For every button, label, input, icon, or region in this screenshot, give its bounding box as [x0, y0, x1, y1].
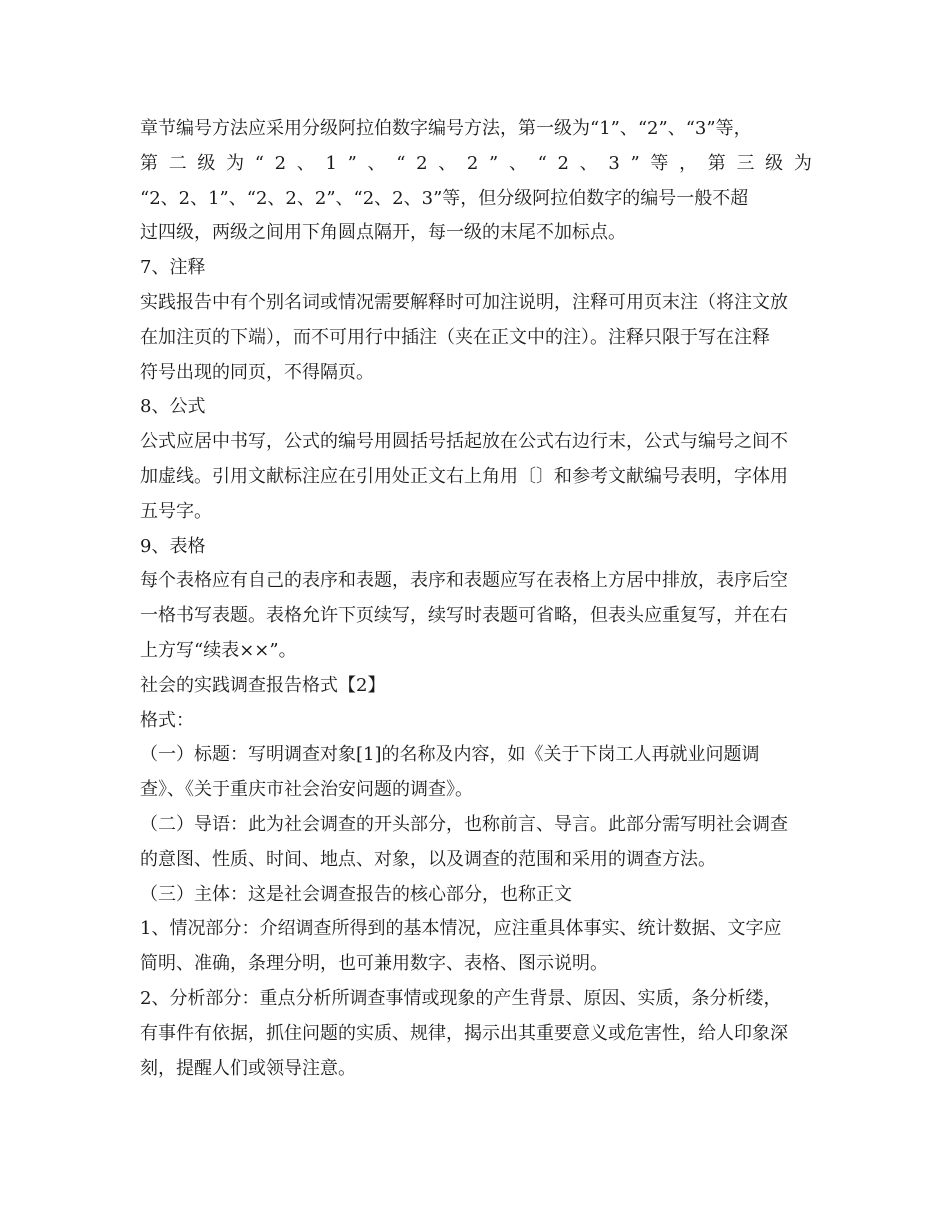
- justified-char: ”: [347, 152, 357, 174]
- text-line: 符号出现的同页，不得隔页。: [140, 361, 374, 383]
- section-title: 社会的实践调查报告格式【2】: [140, 674, 386, 696]
- text-line: 加虚线。引用文献标注应在引用处正文右上角用〔〕和参考文献编号表明，字体用: [140, 465, 788, 487]
- justified-char: “: [537, 152, 547, 174]
- text-line-justified: [140, 147, 812, 182]
- text-line: 一格书写表题。表格允许下页续写，续写时表题可省略，但表头应重复写，并在右: [140, 605, 788, 627]
- text-line: 每个表格应有自己的表序和表题，表序和表题应写在表格上方居中排放，表序后空: [140, 570, 788, 592]
- text-line: 过四级，两级之间用下角圆点隔开，每一级的末尾不加标点。: [140, 222, 626, 244]
- justified-char: ”: [630, 152, 640, 174]
- justified-char: 、: [508, 152, 527, 174]
- justified-char: 3: [608, 152, 620, 174]
- justified-char: 、: [296, 152, 315, 174]
- text-line: 查》、《关于重庆市社会治安问题的调查》。: [140, 779, 473, 801]
- justified-char: 2: [466, 152, 479, 174]
- justified-char: ，: [679, 152, 698, 174]
- text-line: 有事件有依据，抓住问题的实质、规律，揭示出其重要意义或危害性，给人印象深: [140, 1022, 788, 1044]
- text-line: （二）导语：此为社会调查的开头部分，也称前言、导言。此部分需写明社会调查: [140, 813, 788, 835]
- text-line: 章节编号方法应采用分级阿拉伯数字编号方法，第一级为“1”、“2”、“3”等，: [140, 118, 752, 139]
- justified-char: 2: [416, 152, 428, 174]
- justified-char: 2: [557, 152, 569, 174]
- justified-char: ”: [489, 152, 499, 174]
- text-line: （三）主体：这是社会调查报告的核心部分，也称正文: [140, 883, 572, 905]
- justified-char: 第: [140, 152, 158, 174]
- justified-char: 级: [197, 152, 216, 174]
- text-line: 公式应居中书写，公式的编号用圆括号括起放在公式右边行末，公式与编号之间不: [140, 431, 788, 453]
- text-line: 上方写“续表××”。: [140, 639, 297, 661]
- justified-char: 、: [579, 152, 598, 174]
- section-heading: 7、注释: [140, 257, 206, 279]
- justified-char: 二: [168, 152, 187, 174]
- text-line: 格式：: [140, 709, 194, 731]
- text-line: 实践报告中有个别名词或情况需要解释时可加注说明，注释可用页末注（将注文放: [140, 291, 788, 313]
- section-heading: 8、公式: [140, 396, 206, 418]
- text-line: 2、分析部分：重点分析所调查事情或现象的产生背景、原因、实质，条分析缕，: [140, 987, 782, 1009]
- section-heading: 9、表格: [140, 535, 206, 557]
- justified-char: 为: [226, 152, 245, 174]
- justified-char: 1: [325, 152, 337, 174]
- justified-char: 级: [765, 152, 784, 174]
- text-line: 五号字。: [140, 500, 212, 522]
- text-line: 在加注页的下端），而不可用行中插注（夹在正文中的注）。注释只限于写在注释: [140, 326, 770, 348]
- justified-char: 三: [736, 152, 755, 174]
- justified-char: 、: [438, 152, 457, 174]
- justified-char: 为: [793, 152, 812, 174]
- document-body: [140, 112, 812, 1086]
- text-line: 的意图、性质、时间、地点、对象，以及调查的范围和采用的调查方法。: [140, 848, 716, 870]
- text-line: 1、情况部分：介绍调查所得到的基本情况，应注重具体事实、统计数据、文字应: [140, 918, 782, 940]
- justified-char: “: [396, 152, 406, 174]
- justified-char: 2: [274, 152, 287, 174]
- text-line: （一）标题：写明调查对象[1]的名称及内容，如《关于下岗工人再就业问题调: [140, 744, 760, 766]
- justified-char: 、: [367, 152, 386, 174]
- text-line: 刻，提醒人们或领导注意。: [140, 1057, 356, 1079]
- justified-char: 等: [650, 152, 669, 174]
- justified-char: 第: [707, 152, 726, 174]
- text-line: “2、2、1”、“2、2、2”、“2、2、3”等，但分级阿拉伯数字的编号一般不超: [140, 187, 749, 209]
- justified-char: “: [254, 152, 264, 174]
- text-line: 简明、准确，条理分明，也可兼用数字、表格、图示说明。: [140, 953, 608, 975]
